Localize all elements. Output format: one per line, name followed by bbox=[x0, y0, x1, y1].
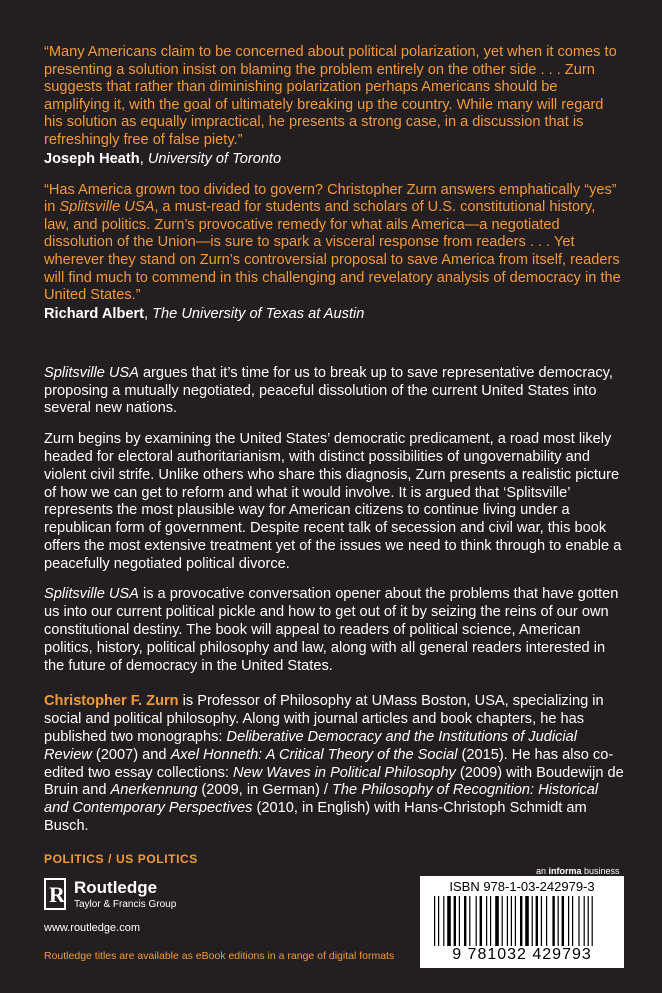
subject-category: POLITICS / US POLITICS bbox=[44, 852, 198, 866]
informa-business-tag bbox=[536, 866, 620, 876]
barcode-bar bbox=[469, 896, 470, 946]
ebook-note: Routledge titles are available as eBook editions in a range of digital formats bbox=[44, 950, 395, 962]
barcode-bar bbox=[578, 896, 579, 946]
barcode-bar bbox=[584, 896, 585, 946]
description-paragraph-2: Zurn begins by examining the United States’ democratic predicament, a road most likely headed for electoral authoritarianism, with distinct possibilities of ungovernability and violent civil strife. Unlike others who share this diagnosis, Zurn presents a realistic picture of how we can get to reform and what it would involve. It is argued that ‘Splitsville’ represents the most plausible way for American citizens to continue living under a republican form of government. Despite recent talk of secession and civil war, this book offers the most extensive treatment yet of the issues we need to think through to enable a peacefully negotiated political divorce. bbox=[44, 431, 622, 572]
barcode-bar bbox=[454, 896, 456, 946]
barcode-bar bbox=[434, 896, 435, 946]
bio-book-title: Deliberative Democracy and the Institutions of Judicial Review bbox=[44, 729, 577, 763]
barcode-bar bbox=[546, 896, 547, 946]
publisher-name: Routledge bbox=[74, 878, 158, 897]
barcode-bar bbox=[443, 896, 444, 946]
routledge-logo-mark bbox=[44, 878, 66, 910]
isbn-barcode bbox=[420, 876, 624, 968]
bio-text: (2010, in English) with Hans-Christoph Schmidt am Busch. bbox=[44, 800, 587, 835]
quote-book-title: Splitsville USA bbox=[59, 199, 155, 216]
book-title: Splitsville USA bbox=[44, 586, 139, 603]
description-paragraph-1 bbox=[44, 365, 624, 418]
bio-book-title: The Philosophy of Recognition: Historical and Contemporary Perspectives bbox=[44, 782, 599, 817]
bio-author-name: Christopher F. Zurn bbox=[44, 693, 179, 710]
bio-book-title: Axel Honneth: A Critical Theory of the Social bbox=[170, 746, 458, 763]
barcode-bar bbox=[464, 896, 466, 946]
quote-albert bbox=[44, 182, 624, 305]
bio-text: (2009, in German) / bbox=[197, 782, 333, 799]
barcode-digits: 9 781032 429793 bbox=[452, 946, 592, 963]
barcode-bar bbox=[562, 896, 564, 946]
barcode-bar bbox=[490, 896, 491, 946]
quote-author: Joseph Heath bbox=[44, 150, 140, 167]
quote-albert-attribution: Richard Albert, The University of Texas at Austin bbox=[44, 305, 365, 322]
paragraph-text: argues that it’s time for us to break up to save representative democracy, proposing a mutually negotiated, peaceful dissolution of the current United States into several new nations. bbox=[44, 364, 613, 417]
barcode-bar bbox=[476, 896, 477, 946]
barcode-bar bbox=[502, 896, 503, 946]
quote-heath-attribution: Joseph Heath, University of Toronto bbox=[44, 150, 282, 167]
barcode-bar bbox=[447, 896, 451, 946]
barcode-bar bbox=[592, 896, 593, 946]
routledge-r-icon bbox=[46, 880, 64, 908]
barcode-bar bbox=[486, 896, 487, 946]
barcode-bar bbox=[520, 896, 522, 946]
barcode-bar bbox=[438, 896, 439, 946]
bio-book-title: Anerkennung bbox=[110, 782, 198, 799]
barcode-bar bbox=[541, 896, 542, 946]
book-title: Splitsville USA bbox=[44, 364, 139, 381]
isbn-label: ISBN 978-1-03-242979-3 bbox=[449, 879, 595, 894]
bio-book-title: New Waves in Political Philosophy bbox=[233, 764, 456, 781]
barcode-bar bbox=[558, 896, 559, 946]
bio-text: (2007) and bbox=[91, 746, 171, 763]
publisher-website: www.routledge.com bbox=[44, 922, 140, 934]
author-bio bbox=[44, 693, 624, 835]
quote-text: “Has America grown too divided to govern? Christopher Zurn answers emphatically “yes” in bbox=[44, 181, 617, 216]
quote-heath: “Many Americans claim to be concerned about political polarization, yet when it comes to presenting a solution insist on blaming the problem entirely on the other side . . . Zurn suggests that rather than diminishing polarization perhaps Americans should be amplifying it, with the goal of ultimately breaking up the country. While many will regard his solution as equally impractical, he presents a strong case, in a discussion that is refreshingly free of false piety.” bbox=[44, 44, 617, 148]
barcode-bar bbox=[572, 896, 573, 946]
svg-text:R: R bbox=[49, 882, 64, 907]
barcode-bar bbox=[507, 896, 508, 946]
barcode-bar bbox=[552, 896, 554, 946]
bio-text: (2015). He has also co-edited two essay collections: bbox=[44, 746, 614, 781]
back-cover-text bbox=[44, 44, 624, 849]
informa-text: business bbox=[581, 866, 620, 876]
barcode-bar bbox=[511, 896, 512, 946]
informa-text: an bbox=[536, 866, 549, 876]
barcode-bar bbox=[480, 896, 482, 946]
bio-text: is Professor of Philosophy at UMass Boston, USA, specializing in social and political philosophy. Along with journal articles and book chapters, he has published two monographs: bbox=[44, 693, 604, 746]
barcode-bar bbox=[588, 896, 589, 946]
barcode-bar bbox=[459, 896, 460, 946]
quote-affiliation: University of Toronto bbox=[147, 150, 282, 167]
barcode-bar bbox=[525, 896, 529, 946]
bio-text: (2009) with Boudewijn de Bruin and bbox=[44, 764, 624, 799]
barcode-bar bbox=[495, 896, 499, 946]
quote-text: , a must-read for students and scholars of U.S. constitutional history, law, and politics. Zurn’s provocative remedy for what ails America—a negotiated dissolution of the Union—is sure to spark a visceral response from readers . . . Yet wherever they stand on Zurn’s controversial proposal to save America from itself, readers will find much to commend in this challenging and revelatory analysis of democracy in the United States.” bbox=[44, 199, 621, 304]
barcode-bars bbox=[434, 896, 612, 946]
routledge-logo bbox=[44, 876, 244, 916]
paragraph-text: is a provocative conversation opener about the problems that have gotten us into our current political pickle and how to get out of it by seizing the reins of our own constitutional destiny. The book will appeal to readers of political science, American politics, history, political philosophy and law, along with all general readers interested in the future of democracy in the United States. bbox=[44, 586, 619, 674]
quote-affiliation: The University of Texas at Austin bbox=[152, 305, 365, 322]
barcode-bar bbox=[532, 896, 533, 946]
description-paragraph-3 bbox=[44, 586, 624, 675]
quote-author: Richard Albert bbox=[44, 305, 145, 322]
publisher-group: Taylor & Francis Group bbox=[74, 899, 177, 910]
barcode-bar bbox=[515, 896, 516, 946]
barcode-bar bbox=[568, 896, 569, 946]
barcode-bar bbox=[536, 896, 538, 946]
informa-brand: informa bbox=[548, 866, 582, 876]
